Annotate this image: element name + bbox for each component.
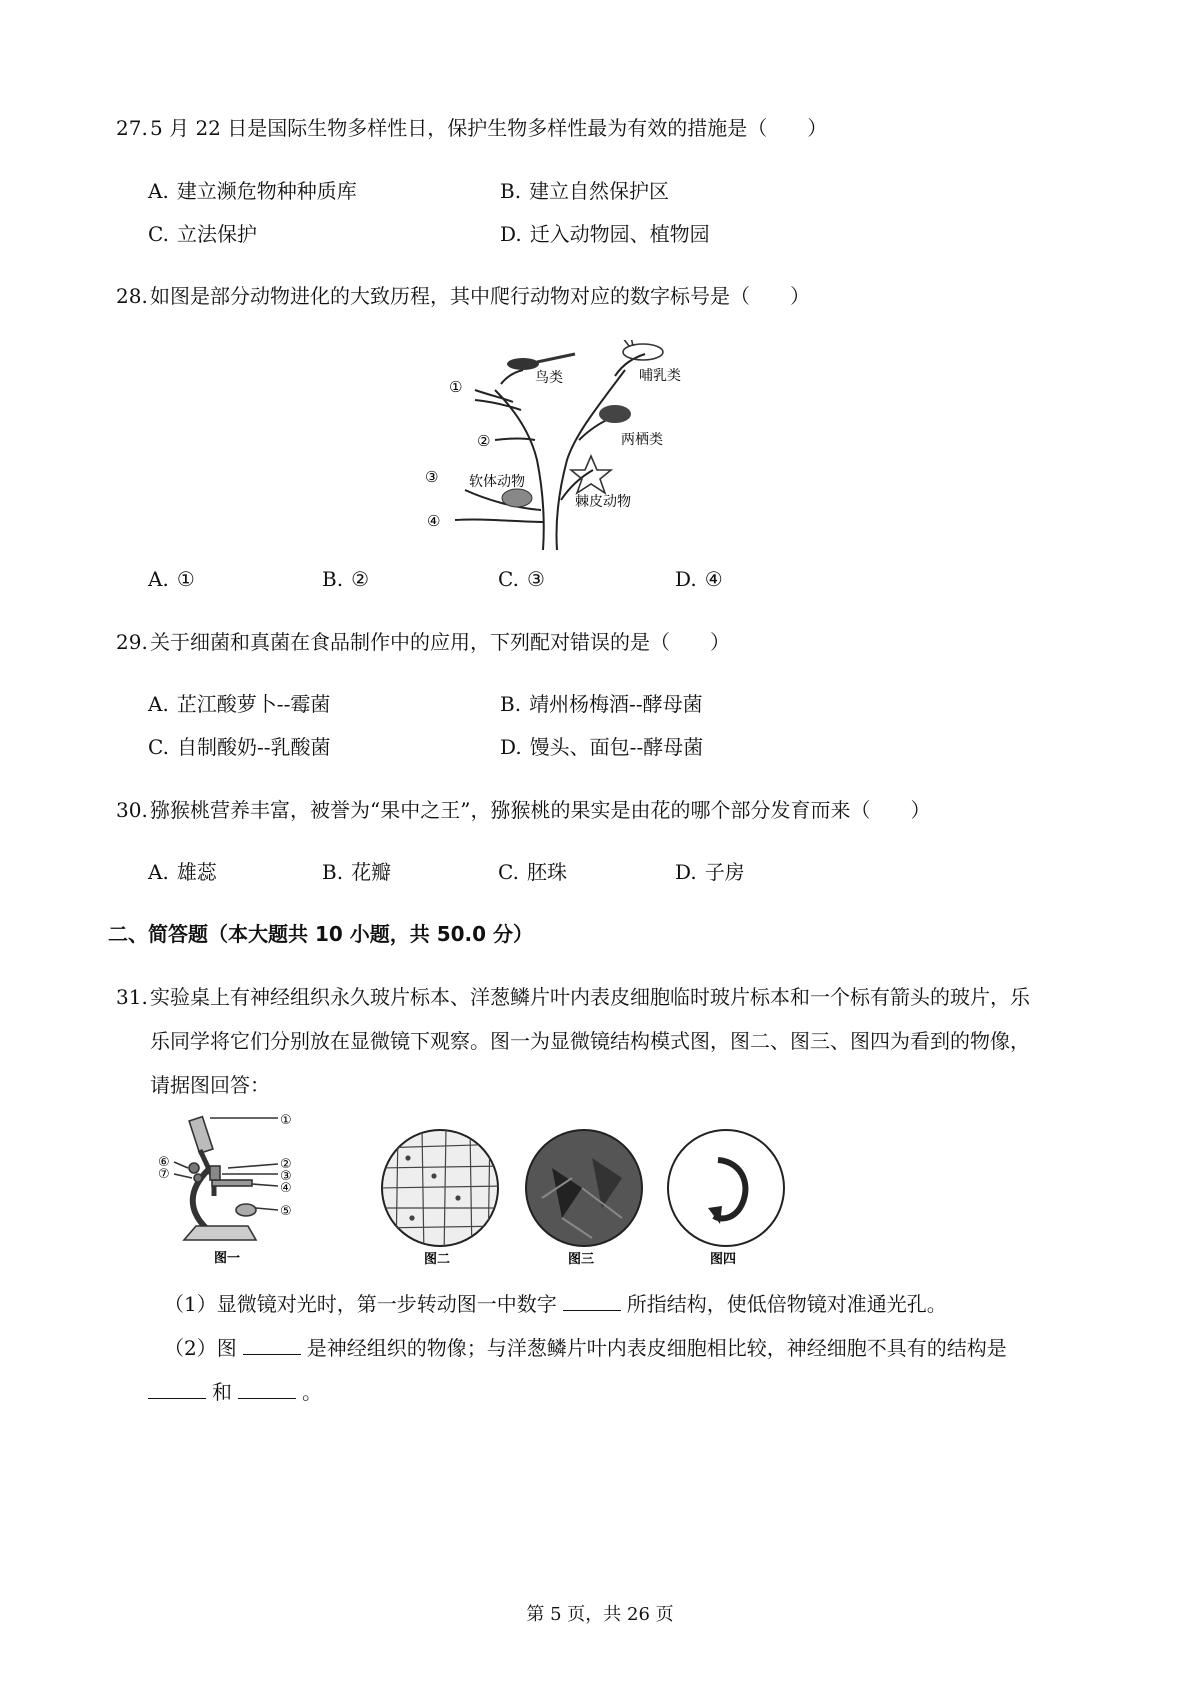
option-key: D. (500, 222, 522, 246)
option-key: A. (148, 692, 169, 716)
option-key: C. (148, 222, 169, 246)
option-text: 胚珠 (526, 860, 567, 884)
marker-2: ② (280, 1157, 292, 1172)
rabbit-icon (623, 340, 663, 360)
sub-question-1 (164, 1290, 947, 1318)
option-key: D. (675, 860, 697, 884)
question-stem-line: 请据图回答： (150, 1073, 270, 1097)
option-text: 子房 (704, 860, 745, 884)
option-text: 立法保护 (176, 222, 257, 246)
question-number: 31. (116, 985, 148, 1009)
label-echinoderm: 棘皮动物 (575, 494, 631, 510)
option-text: 建立濒危物种种质库 (176, 179, 357, 203)
sub-question-text: 是神经组织的物像；与洋葱鳞片叶内表皮细胞相比较，神经细胞不具有的结构是 (306, 1336, 1007, 1360)
option-text: 芷江酸萝卜--霉菌 (176, 692, 331, 716)
figure-caption: 图一 (214, 1251, 241, 1266)
nerve-tissue-figure (522, 1128, 652, 1268)
option-key: B. (500, 692, 522, 716)
option-c (148, 220, 257, 248)
option-b (322, 565, 369, 593)
option-key: A. (148, 179, 169, 203)
marker-1: ① (280, 1113, 292, 1128)
option-a (148, 858, 217, 886)
section-heading: 二、简答题（本大题共 10 小题，共 50.0 分） (108, 922, 534, 946)
question-number: 30. (116, 798, 148, 822)
option-text: 靖州杨梅酒--酵母菌 (529, 692, 703, 716)
option-d (500, 220, 710, 248)
option-b (322, 858, 391, 886)
sub-question-text: （2）图 (164, 1336, 237, 1360)
question-number: 27. (116, 116, 148, 140)
arrow-slide-figure (664, 1128, 794, 1268)
page-footer: 第 5 页，共 26 页 (526, 1604, 674, 1625)
option-text: 雄蕊 (176, 860, 217, 884)
shell-icon (502, 489, 532, 507)
marker-7: ⑦ (158, 1167, 170, 1182)
marker-5: ⑤ (280, 1204, 292, 1219)
marker-3: ③ (280, 1169, 292, 1184)
option-key: D. (675, 567, 697, 591)
option-a (148, 690, 330, 718)
label-amphibian: 两栖类 (621, 432, 663, 448)
sub-question-text: （1）显微镜对光时，第一步转动图一中数字 (164, 1292, 557, 1316)
option-text: ② (351, 567, 369, 591)
answer-blank[interactable] (238, 1380, 296, 1399)
option-a (148, 177, 357, 205)
option-key: A. (148, 567, 169, 591)
question-stem: 如图是部分动物进化的大致历程，其中爬行动物对应的数字标号是（ ） (150, 284, 810, 308)
option-text: ③ (526, 567, 545, 591)
option-c (498, 858, 567, 886)
option-key: C. (498, 860, 519, 884)
option-b (500, 690, 703, 718)
option-c (148, 733, 330, 761)
question-stem-line: 实验桌上有神经组织永久玻片标本、洋葱鳞片叶内表皮细胞临时玻片标本和一个标有箭头的玻片，乐 (150, 985, 1030, 1009)
evolution-tree-figure (425, 340, 705, 560)
sub-question-text: 和 (212, 1380, 232, 1404)
option-key: D. (500, 735, 522, 759)
option-d (500, 733, 703, 761)
label-mammal: 哺乳类 (639, 368, 681, 384)
option-b (500, 177, 669, 205)
option-a (148, 565, 195, 593)
option-c (498, 565, 545, 593)
marker-2: ② (477, 432, 491, 450)
marker-1: ① (449, 378, 463, 396)
question-stem: 关于细菌和真菌在食品制作中的应用，下列配对错误的是（ ） (150, 630, 730, 654)
microscope-figure (148, 1110, 308, 1270)
question-stem: 猕猴桃营养丰富，被誉为“果中之王”，猕猴桃的果实是由花的哪个部分发育而来（ ） (150, 798, 931, 822)
onion-cells-figure (378, 1128, 508, 1268)
option-text: 迁入动物园、植物园 (529, 222, 710, 246)
answer-blank[interactable] (148, 1380, 206, 1399)
bird-icon (507, 354, 575, 370)
figure-caption: 图四 (710, 1252, 737, 1267)
option-d (675, 565, 723, 593)
option-key: B. (500, 179, 522, 203)
option-text: 花瓣 (351, 860, 392, 884)
marker-3: ③ (425, 468, 439, 486)
marker-6: ⑥ (158, 1155, 170, 1170)
figure-caption: 图二 (424, 1252, 451, 1267)
frog-icon (599, 405, 631, 423)
sub-question-2-cont (148, 1378, 322, 1406)
sub-question-text: 所指结构，使低倍物镜对准通光孔。 (626, 1292, 947, 1316)
option-key: A. (148, 860, 169, 884)
question-stem: 5 月 22 日是国际生物多样性日，保护生物多样性最为有效的措施是（ ） (150, 116, 828, 140)
option-key: C. (498, 567, 519, 591)
sub-question-2 (164, 1334, 1007, 1362)
option-key: C. (148, 735, 169, 759)
marker-4: ④ (427, 512, 441, 530)
option-text: 自制酸奶--乳酸菌 (176, 735, 331, 759)
figure-caption: 图三 (568, 1252, 595, 1267)
question-stem-line: 乐同学将它们分别放在显微镜下观察。图一为显微镜结构模式图，图二、图三、图四为看到的物像， (150, 1029, 1030, 1053)
option-text: 馒头、面包--酵母菌 (529, 735, 704, 759)
sub-question-text: 。 (302, 1380, 322, 1404)
answer-blank[interactable] (563, 1292, 621, 1311)
question-number: 29. (116, 630, 148, 654)
label-bird: 鸟类 (535, 370, 563, 386)
question-number: 28. (116, 284, 148, 308)
option-text: ④ (704, 567, 723, 591)
marker-4: ④ (280, 1181, 292, 1196)
option-key: B. (322, 567, 344, 591)
label-mollusc: 软体动物 (469, 474, 525, 490)
option-key: B. (322, 860, 344, 884)
option-text: 建立自然保护区 (529, 179, 670, 203)
option-text: ① (176, 567, 195, 591)
starfish-icon (571, 456, 611, 493)
answer-blank[interactable] (243, 1336, 301, 1355)
option-d (675, 858, 745, 886)
